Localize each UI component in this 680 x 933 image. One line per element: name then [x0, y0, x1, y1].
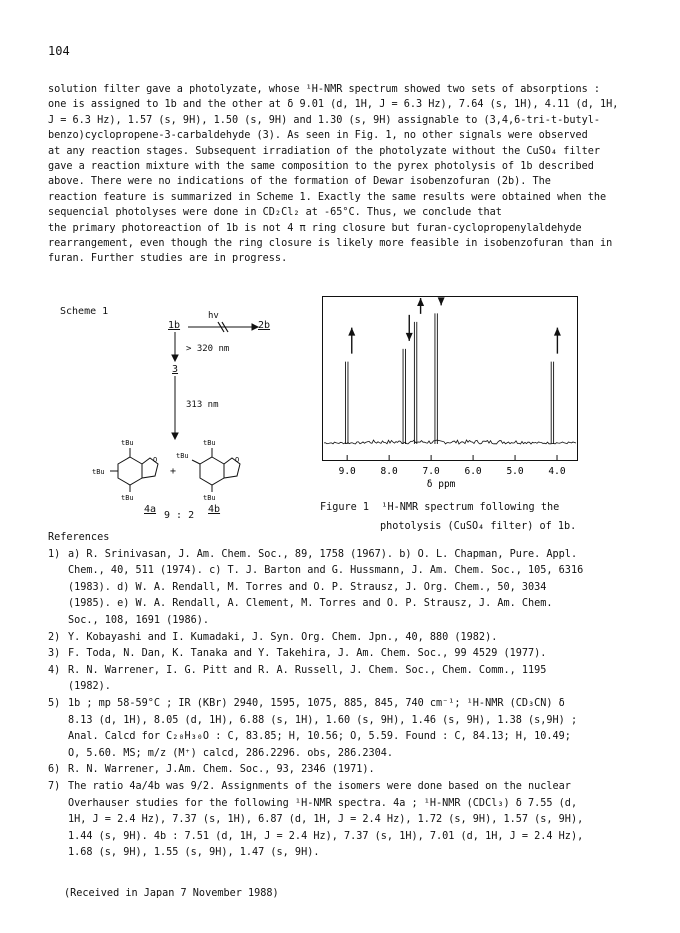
reference-item: [48, 696, 640, 762]
plot-frame: [323, 297, 578, 461]
scheme-ratio: 9 : 2: [164, 510, 195, 521]
tbu-label: tBu: [121, 439, 134, 447]
body-line: at any reaction stages. Subsequent irradiation of the photolyzate without the CuSO₄ filter: [48, 145, 601, 157]
reference-line: Y. Kobayashi and I. Kumadaki, J. Syn. Org. Chem. Jpn., 40, 880 (1982).: [68, 631, 498, 643]
reference-number: 3): [48, 648, 61, 660]
x-tick-label: 4.0: [548, 466, 566, 477]
scheme-plus: +: [170, 466, 177, 477]
reference-number: 7): [48, 780, 61, 792]
tbu-label: tBu: [92, 468, 105, 476]
peak-arrow-head: [406, 333, 413, 341]
nmr-spectrum-chart: [322, 296, 582, 491]
reference-line: 1H, J = 2.4 Hz), 7.37 (s, 1H), 6.87 (d, 1H, J = 2.4 Hz), 1.72 (s, 9H), 1.57 (s, 9H),: [68, 814, 584, 826]
caption-line-1: ¹H-NMR spectrum following the: [381, 502, 560, 513]
reference-item: [48, 663, 640, 696]
scheme-blocked-product: 2b: [258, 320, 271, 331]
reference-line: 1.68 (s, 9H), 1.55 (s, 9H), 1.47 (s, 9H).: [68, 847, 320, 859]
x-tick-label: 9.0: [338, 466, 356, 477]
x-tick-label: 6.0: [464, 466, 482, 477]
body-line: gave a reaction mixture with the same composition to the pyrex photolysis of 1b described: [48, 161, 594, 173]
reference-line: Chem., 40, 511 (1974). c) T. J. Barton and G. Hussmann, J. Am. Chem. Soc., 105, 6316: [68, 565, 584, 577]
reference-item: [48, 646, 640, 663]
scheme-intermediate: 3: [172, 364, 179, 375]
reference-line: Anal. Calcd for C₂₀H₃₀O : C, 83.85; H, 10.56; O, 5.59. Found : C, 84.13; H, 10.49;: [68, 731, 571, 743]
reference-line: 1b ; mp 58-59°C ; IR (KBr) 2940, 1595, 1075, 885, 845, 740 cm⁻¹; ¹H-NMR (CD₃CN) δ: [68, 697, 565, 709]
reference-item: [48, 547, 640, 630]
caption-label: Figure 1: [320, 502, 370, 513]
reference-item: [48, 630, 640, 647]
x-axis-unit: δ ppm: [426, 479, 456, 490]
peak-arrow-head: [417, 298, 424, 306]
peak-arrow-head: [438, 297, 445, 305]
furan-o-label: O: [153, 456, 158, 464]
reference-line: O, 5.60. MS; m/z (M⁺) calcd, 286.2296. obs, 286.2304.: [68, 747, 394, 759]
furan-o-label: O: [235, 456, 240, 464]
reference-line: (1985). e) W. A. Rendall, A. Clement, M. Torres and O. P. Strausz, J. Am. Chem.: [68, 598, 553, 610]
reference-number: 2): [48, 631, 61, 643]
reference-number: 1): [48, 548, 61, 560]
body-line: solution filter gave a photolyzate, whose ¹H-NMR spectrum showed two sets of absorptions :: [48, 84, 601, 95]
scheme-wavelength-2: 313 nm: [186, 400, 219, 410]
peak-arrow-head: [348, 328, 355, 336]
structure-4a-4b: [48, 302, 308, 527]
scheme-start: 1b: [168, 320, 181, 331]
tbu-label: tBu: [203, 439, 216, 447]
reference-number: 4): [48, 664, 61, 676]
reference-line: 8.13 (d, 1H), 8.05 (d, 1H), 6.88 (s, 1H), 1.60 (s, 9H), 1.46 (s, 9H), 1.38 (s,9H) ;: [68, 714, 578, 726]
scheme-wavelength-1: > 320 nm: [186, 344, 230, 354]
reference-item: [48, 779, 640, 862]
body-line: the primary photoreaction of 1b is not 4 π ring closure but furan-cyclopropenylaldehyde: [48, 222, 582, 234]
reference-line: (1982).: [68, 681, 111, 693]
reference-line: a) R. Srinivasan, J. Am. Chem. Soc., 89, 1758 (1967). b) O. L. Chapman, Pure. Appl.: [68, 548, 578, 560]
tbu-label: tBu: [176, 452, 189, 460]
references-heading: References: [48, 532, 110, 543]
benzene-ring-4a: [118, 457, 142, 485]
body-line: above. There were no indications of the formation of Dewar isobenzofuran (2b). The: [48, 176, 551, 188]
peaks-group: [346, 297, 561, 444]
spectrum-baseline: [324, 440, 576, 444]
scheme-title: Scheme 1: [60, 306, 109, 317]
reference-line: F. Toda, N. Dan, K. Tanaka and Y. Takehira, J. Am. Chem. Soc., 99 4529 (1977).: [68, 648, 547, 660]
x-tick-label: 7.0: [422, 466, 440, 477]
tbu-label: tBu: [203, 494, 216, 502]
caption-line-2: photolysis (CuSO₄ filter) of 1b.: [380, 521, 577, 532]
body-text: [48, 82, 624, 267]
peak-arrow-head: [554, 328, 561, 336]
reference-line: R. N. Warrener, J.Am. Chem. Soc., 93, 2346 (1971).: [68, 764, 375, 776]
reference-line: (1983). d) W. A. Rendall, M. Torres and O. P. Strausz, J. Org. Chem., 50, 3034: [68, 581, 547, 593]
references-section: [48, 530, 640, 862]
page-number: 104: [48, 44, 70, 58]
x-tick-label: 8.0: [380, 466, 398, 477]
scheme-product-a: 4a: [144, 504, 157, 515]
benzene-ring-4b: [200, 457, 224, 485]
reference-number: 6): [48, 764, 61, 776]
nmr-figure: [322, 296, 582, 490]
x-tick-label: 5.0: [506, 466, 524, 477]
body-line: sequencial photolyses were done in CD₂Cl₂ at -65°C. Thus, we conclude that: [48, 207, 502, 219]
body-line: benzo)cyclopropene-3-carbaldehyde (3). As seen in Fig. 1, no other signals were observed: [48, 130, 588, 142]
body-line: one is assigned to 1b and the other at δ 9.01 (d, 1H, J = 6.3 Hz), 7.64 (s, 1H), 4.11 (d, 1H,: [48, 99, 619, 111]
reference-line: The ratio 4a/4b was 9/2. Assignments of the isomers were done based on the nuclear: [68, 780, 571, 792]
reference-line: 1.44 (s, 9H). 4b : 7.51 (d, 1H, J = 2.4 Hz), 7.37 (s, 1H), 7.01 (d, 1H, J = 2.4 Hz),: [68, 830, 584, 842]
reference-line: R. N. Warrener, I. G. Pitt and R. A. Russell, J. Chem. Soc., Chem. Comm., 1195: [68, 664, 547, 676]
body-line: furan. Further studies are in progress.: [48, 253, 288, 265]
reference-number: 5): [48, 697, 61, 709]
reference-item: [48, 762, 640, 779]
received-date: (Received in Japan 7 November 1988): [64, 888, 279, 899]
tbu-label: tBu: [121, 494, 134, 502]
reference-line: Soc., 108, 1691 (1986).: [68, 614, 210, 626]
scheme-1: [48, 302, 308, 527]
body-line: reaction feature is summarized in Scheme 1. Exactly the same results were obtained when the: [48, 191, 607, 203]
body-line: rearrangement, even though the ring closure is likely more feasible in isobenzofuran than in: [48, 238, 613, 250]
body-line: J = 6.3 Hz), 1.57 (s, 9H), 1.50 (s, 9H) and 1.30 (s, 9H) assignable to (3,4,6-tri-t-butyl-: [48, 114, 601, 126]
scheme-product-b: 4b: [208, 504, 221, 515]
reference-line: Overhauser studies for the following ¹H-NMR spectra. 4a ; ¹H-NMR (CDCl₃) δ 7.55 (d,: [68, 797, 578, 809]
scheme-hv: hv: [208, 311, 219, 321]
